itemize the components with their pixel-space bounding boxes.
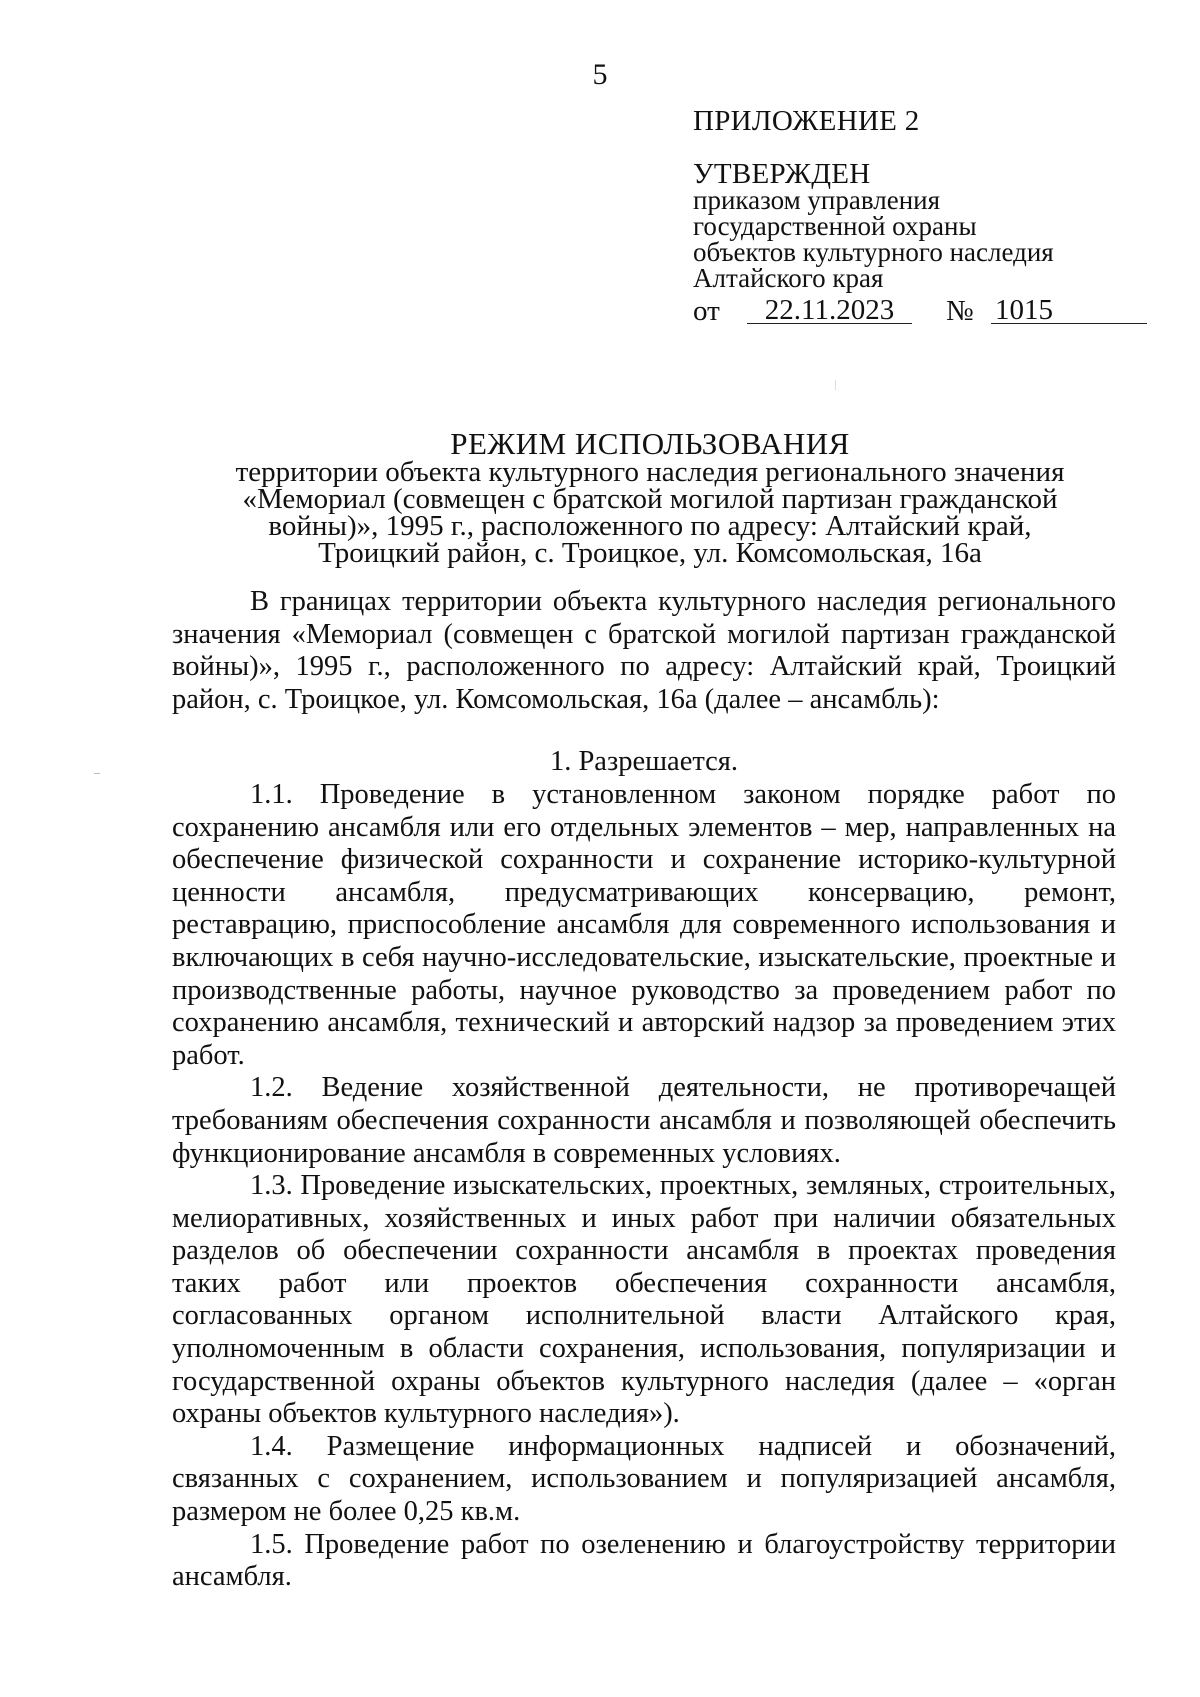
- order-line: объектов культурного наследия: [693, 237, 1054, 267]
- document-title: [180, 426, 1120, 569]
- main-title: РЕЖИМ ИСПОЛЬЗОВАНИЯ: [450, 426, 850, 461]
- number-sign: №: [946, 295, 974, 327]
- approved-label: УТВЕРЖДЕН: [693, 158, 871, 190]
- date-prefix: от: [693, 295, 720, 327]
- clause-1-3: 1.3. Проведение изыскательских, проектных, земляных, строительных, мелиоративных, хозяйственных и иных работ при наличии обязательных разделов об обеспечении сохранности ансамбля в проектах проведения таких работ или проектов обеспечения сохранности ансамбля, согласованных органом исполнительной власти Алтайского края, уполномоченным в области сохранения, использования, популяризации и государственной охраны объектов культурного наследия (далее – «орган охраны объектов культурного наследия»).: [172, 1170, 1116, 1430]
- clause-1-4: 1.4. Размещение информационных надписей и обозначений, связанных с сохранением, использованием и популяризацией ансамбля, размером не более 0,25 кв.м.: [172, 1430, 1116, 1528]
- order-date-line: [693, 294, 1163, 327]
- scan-artifact: [94, 773, 100, 774]
- title-line: Троицкий район, с. Троицкое, ул. Комсомольская, 16а: [318, 537, 982, 569]
- order-line: государственной охраны: [693, 211, 977, 241]
- order-line: Алтайского края: [693, 263, 884, 293]
- title-line: войны)», 1995 г., расположенного по адресу: Алтайский край,: [268, 510, 1032, 542]
- scan-artifact: [835, 380, 836, 390]
- order-line: приказом управления: [693, 185, 941, 215]
- title-line: «Мемориал (совмещен с братской могилой партизан гражданской: [242, 483, 1058, 515]
- clause-1-1: 1.1. Проведение в установленном законом порядке работ по сохранению ансамбля или его отдельных элементов – мер, направленных на обеспечение физической сохранности и сохранение историко-культурной ценности ансамбля, предусматривающих консервацию, ремонт, реставрацию, приспособление ансамбля для современного использования и включающих в себя научно-исследовательские, изыскательские, проектные и производственные работы, научное руководство за проведением работ по сохранению ансамбля, технический и авторский надзор за проведением этих работ.: [172, 778, 1116, 1071]
- approval-stamp: [693, 105, 1163, 327]
- order-date: 22.11.2023: [747, 297, 912, 324]
- page-number: 5: [592, 58, 608, 91]
- clause-1-5: 1.5. Проведение работ по озеленению и благоустройству территории ансамбля.: [172, 1528, 1116, 1593]
- document-body: [172, 586, 1116, 1594]
- appendix-label: ПРИЛОЖЕНИЕ 2: [693, 105, 920, 137]
- clause-1-2: 1.2. Ведение хозяйственной деятельности, не противоречащей требованиям обеспечения сохранности ансамбля и позволяющей обеспечить функционирование ансамбля в современных условиях.: [172, 1072, 1116, 1169]
- title-line: территории объекта культурного наследия регионального значения: [235, 456, 1065, 488]
- section-title: 1. Разрешается.: [549, 746, 739, 778]
- intro-paragraph: В границах территории объекта культурного наследия регионального значения «Мемориал (совмещен с братской могилой партизан гражданской войны)», 1995 г., расположенного по адресу: Алтайский край, Троицкий район, с. Троицкое, ул. Комсомольская, 16а (далее – ансамбль):: [172, 586, 1116, 715]
- order-number: 1015: [991, 297, 1147, 324]
